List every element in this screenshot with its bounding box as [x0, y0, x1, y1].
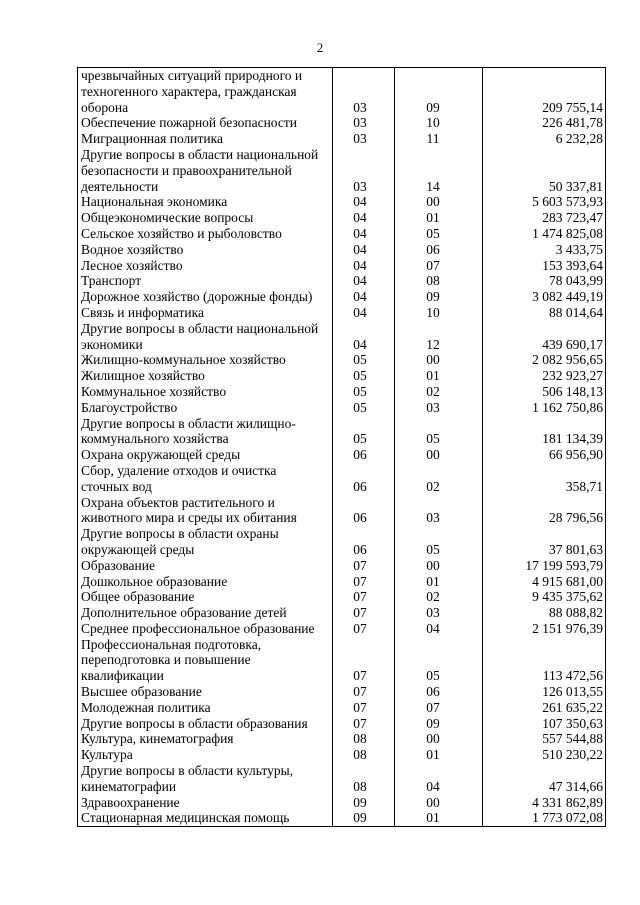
row-name-line: Другие вопросы в области национальной	[81, 320, 319, 336]
row-name	[78, 131, 333, 147]
amount-value: 78 043,99	[483, 273, 606, 289]
subsection-code: 01	[395, 747, 483, 763]
row-name	[78, 605, 333, 621]
budget-table	[77, 67, 606, 827]
subsection-code: 03	[395, 400, 483, 416]
amount-value: 9 435 375,62	[483, 589, 606, 605]
amount-value: 126 013,55	[483, 684, 606, 700]
row-name	[78, 115, 333, 131]
table-row	[78, 637, 606, 684]
row-name-line: Общее образование	[81, 589, 195, 605]
row-name	[78, 273, 333, 289]
amount-value: 66 956,90	[483, 447, 606, 463]
amount-value: 50 337,81	[483, 147, 606, 194]
table-row	[78, 731, 606, 747]
row-name-line: Жилищно-коммунальное хозяйство	[81, 352, 286, 368]
amount-value: 358,71	[483, 463, 606, 495]
budget-table-body	[78, 68, 606, 827]
row-name	[78, 621, 333, 637]
subsection-code: 06	[395, 684, 483, 700]
row-name-line: Дошкольное образование	[81, 573, 228, 589]
subsection-code: 00	[395, 731, 483, 747]
subsection-code: 00	[395, 558, 483, 574]
section-code: 08	[333, 747, 395, 763]
row-name	[78, 684, 333, 700]
row-name	[78, 321, 333, 353]
row-name	[78, 226, 333, 242]
row-name	[78, 558, 333, 574]
table-row	[78, 289, 606, 305]
section-code: 08	[333, 763, 395, 795]
row-name-line: кинематографии	[81, 778, 177, 794]
row-name-line: Стационарная медицинская помощь	[81, 810, 290, 826]
row-name-line: экономики	[81, 336, 143, 352]
amount-value: 181 134,39	[483, 416, 606, 448]
amount-value: 37 801,63	[483, 526, 606, 558]
amount-value: 506 148,13	[483, 384, 606, 400]
amount-value: 153 393,64	[483, 258, 606, 274]
row-name-line: Дополнительное образование детей	[81, 605, 287, 621]
row-name	[78, 810, 333, 826]
row-name	[78, 463, 333, 495]
amount-value: 283 723,47	[483, 210, 606, 226]
table-row	[78, 605, 606, 621]
row-name	[78, 731, 333, 747]
row-name	[78, 447, 333, 463]
row-name	[78, 210, 333, 226]
amount-value: 1 162 750,86	[483, 400, 606, 416]
section-code: 03	[333, 115, 395, 131]
amount-value: 4 331 862,89	[483, 795, 606, 811]
row-name-line: Другие вопросы в области жилищно-	[81, 415, 296, 431]
subsection-code: 04	[395, 621, 483, 637]
row-name-line: Водное хозяйство	[81, 241, 184, 257]
row-name-line: Другие вопросы в области образования	[81, 715, 308, 731]
row-name	[78, 495, 333, 527]
section-code: 04	[333, 210, 395, 226]
amount-value: 232 923,27	[483, 368, 606, 384]
subsection-code: 00	[395, 795, 483, 811]
table-row	[78, 416, 606, 448]
amount-value: 2 151 976,39	[483, 621, 606, 637]
row-name-line: квалификации	[81, 668, 164, 684]
section-code: 04	[333, 289, 395, 305]
section-code: 03	[333, 68, 395, 116]
row-name	[78, 700, 333, 716]
table-row	[78, 258, 606, 274]
table-row	[78, 115, 606, 131]
amount-value: 17 199 593,79	[483, 558, 606, 574]
subsection-code: 02	[395, 384, 483, 400]
row-name-line: Культура, кинематография	[81, 731, 234, 747]
row-name-line: Жилищное хозяйство	[81, 368, 205, 384]
section-code: 05	[333, 400, 395, 416]
row-name-line: Профессиональная подготовка,	[81, 636, 262, 652]
subsection-code: 08	[395, 273, 483, 289]
subsection-code: 00	[395, 447, 483, 463]
row-name-line: Другие вопросы в области культуры,	[81, 763, 294, 779]
section-code: 05	[333, 384, 395, 400]
row-name-line: Здравоохранение	[81, 794, 180, 810]
subsection-code: 01	[395, 574, 483, 590]
section-code: 04	[333, 273, 395, 289]
subsection-code: 07	[395, 258, 483, 274]
section-code: 04	[333, 321, 395, 353]
row-name-line: Образование	[81, 557, 155, 573]
subsection-code: 04	[395, 763, 483, 795]
row-name-line: Охрана объектов растительного и	[81, 494, 275, 510]
amount-value: 439 690,17	[483, 321, 606, 353]
row-name-line: сточных вод	[81, 478, 152, 494]
table-row	[78, 368, 606, 384]
row-name	[78, 258, 333, 274]
row-name	[78, 589, 333, 605]
row-name-line: Общеэкономические вопросы	[81, 210, 254, 226]
row-name-line: безопасности и правоохранительной	[81, 162, 292, 178]
row-name	[78, 68, 333, 116]
row-name	[78, 716, 333, 732]
subsection-code: 05	[395, 637, 483, 684]
amount-value: 1 773 072,08	[483, 810, 606, 826]
section-code: 03	[333, 131, 395, 147]
row-name-line: Другие вопросы в области охраны	[81, 526, 279, 542]
amount-value: 113 472,56	[483, 637, 606, 684]
section-code: 04	[333, 194, 395, 210]
table-row	[78, 447, 606, 463]
subsection-code: 03	[395, 495, 483, 527]
amount-value: 226 481,78	[483, 115, 606, 131]
table-row	[78, 305, 606, 321]
subsection-code: 01	[395, 810, 483, 826]
table-row	[78, 68, 606, 116]
subsection-code: 06	[395, 242, 483, 258]
section-code: 04	[333, 305, 395, 321]
row-name-line: Благоустройство	[81, 399, 178, 415]
subsection-code: 05	[395, 526, 483, 558]
table-row	[78, 273, 606, 289]
subsection-code: 05	[395, 416, 483, 448]
amount-value: 4 915 681,00	[483, 574, 606, 590]
section-code: 07	[333, 605, 395, 621]
row-name-line: Среднее профессиональное образование	[81, 620, 315, 636]
row-name-line: Миграционная политика	[81, 131, 223, 147]
subsection-code: 00	[395, 352, 483, 368]
row-name	[78, 384, 333, 400]
section-code: 04	[333, 226, 395, 242]
table-row	[78, 210, 606, 226]
row-name	[78, 242, 333, 258]
section-code: 06	[333, 495, 395, 527]
row-name	[78, 400, 333, 416]
row-name-line: окружающей среды	[81, 541, 195, 557]
row-name-line: чрезвычайных ситуаций природного и	[81, 68, 303, 83]
section-code: 07	[333, 700, 395, 716]
amount-value: 6 232,28	[483, 131, 606, 147]
table-row	[78, 495, 606, 527]
table-row	[78, 574, 606, 590]
subsection-code: 03	[395, 605, 483, 621]
table-row	[78, 147, 606, 194]
row-name-line: Связь и информатика	[81, 304, 204, 320]
table-row	[78, 321, 606, 353]
subsection-code: 12	[395, 321, 483, 353]
amount-value: 261 635,22	[483, 700, 606, 716]
subsection-code: 01	[395, 368, 483, 384]
section-code: 07	[333, 684, 395, 700]
subsection-code: 02	[395, 463, 483, 495]
row-name	[78, 747, 333, 763]
row-name-line: переподготовка и повышение	[81, 652, 251, 668]
table-row	[78, 700, 606, 716]
row-name-line: Высшее образование	[81, 684, 202, 700]
subsection-code: 02	[395, 589, 483, 605]
row-name	[78, 637, 333, 684]
subsection-code: 09	[395, 716, 483, 732]
table-row	[78, 716, 606, 732]
row-name-line: Лесное хозяйство	[81, 257, 183, 273]
section-code: 07	[333, 637, 395, 684]
table-row	[78, 131, 606, 147]
row-name	[78, 368, 333, 384]
row-name-line: Коммунальное хозяйство	[81, 383, 227, 399]
table-row	[78, 242, 606, 258]
row-name	[78, 194, 333, 210]
table-row	[78, 621, 606, 637]
row-name-line: коммунального хозяйства	[81, 431, 229, 447]
subsection-code: 01	[395, 210, 483, 226]
row-name-line: Сельское хозяйство и рыболовство	[81, 225, 282, 241]
row-name-line: Культура	[81, 747, 133, 763]
table-row	[78, 558, 606, 574]
table-row	[78, 684, 606, 700]
amount-value: 3 082 449,19	[483, 289, 606, 305]
table-row	[78, 589, 606, 605]
row-name	[78, 305, 333, 321]
section-code: 05	[333, 368, 395, 384]
table-row	[78, 763, 606, 795]
section-code: 06	[333, 463, 395, 495]
amount-value: 2 082 956,65	[483, 352, 606, 368]
subsection-code: 10	[395, 115, 483, 131]
table-row	[78, 352, 606, 368]
section-code: 07	[333, 574, 395, 590]
table-row	[78, 810, 606, 826]
amount-value: 28 796,56	[483, 495, 606, 527]
section-code: 05	[333, 352, 395, 368]
subsection-code: 10	[395, 305, 483, 321]
row-name	[78, 574, 333, 590]
table-row	[78, 747, 606, 763]
row-name	[78, 147, 333, 194]
section-code: 05	[333, 416, 395, 448]
section-code: 06	[333, 447, 395, 463]
row-name	[78, 795, 333, 811]
subsection-code: 14	[395, 147, 483, 194]
row-name-line: животного мира и среды их обитания	[81, 510, 297, 526]
row-name-line: Обеспечение пожарной безопасности	[81, 115, 298, 131]
amount-value: 3 433,75	[483, 242, 606, 258]
row-name	[78, 416, 333, 448]
table-row	[78, 226, 606, 242]
amount-value: 5 603 573,93	[483, 194, 606, 210]
table-row	[78, 795, 606, 811]
section-code: 07	[333, 621, 395, 637]
section-code: 09	[333, 810, 395, 826]
amount-value: 510 230,22	[483, 747, 606, 763]
row-name-line: Охрана окружающей среды	[81, 447, 241, 463]
row-name-line: Молодежная политика	[81, 699, 211, 715]
table-row	[78, 400, 606, 416]
section-code: 07	[333, 716, 395, 732]
section-code: 03	[333, 147, 395, 194]
table-row	[78, 463, 606, 495]
subsection-code: 09	[395, 289, 483, 305]
section-code: 08	[333, 731, 395, 747]
row-name	[78, 526, 333, 558]
row-name-line: деятельности	[81, 178, 159, 194]
amount-value: 209 755,14	[483, 68, 606, 116]
row-name	[78, 352, 333, 368]
row-name-line: техногенного характера, гражданская	[81, 83, 297, 99]
amount-value: 557 544,88	[483, 731, 606, 747]
amount-value: 88 014,64	[483, 305, 606, 321]
row-name-line: Дорожное хозяйство (дорожные фонды)	[81, 289, 313, 305]
row-name-line: Сбор, удаление отходов и очистка	[81, 462, 277, 478]
row-name	[78, 289, 333, 305]
amount-value: 88 088,82	[483, 605, 606, 621]
table-row	[78, 526, 606, 558]
subsection-code: 05	[395, 226, 483, 242]
section-code: 06	[333, 526, 395, 558]
amount-value: 107 350,63	[483, 716, 606, 732]
section-code: 07	[333, 589, 395, 605]
row-name	[78, 763, 333, 795]
section-code: 04	[333, 258, 395, 274]
amount-value: 47 314,66	[483, 763, 606, 795]
row-name-line: Национальная экономика	[81, 194, 228, 210]
section-code: 09	[333, 795, 395, 811]
table-row	[78, 194, 606, 210]
section-code: 07	[333, 558, 395, 574]
section-code: 04	[333, 242, 395, 258]
row-name-line: Транспорт	[81, 273, 142, 289]
subsection-code: 09	[395, 68, 483, 116]
amount-value: 1 474 825,08	[483, 226, 606, 242]
page-number: 2	[316, 40, 324, 55]
subsection-code: 00	[395, 194, 483, 210]
subsection-code: 07	[395, 700, 483, 716]
table-row	[78, 384, 606, 400]
row-name-line: Другие вопросы в области национальной	[81, 146, 319, 162]
row-name-line: оборона	[81, 99, 129, 115]
subsection-code: 11	[395, 131, 483, 147]
